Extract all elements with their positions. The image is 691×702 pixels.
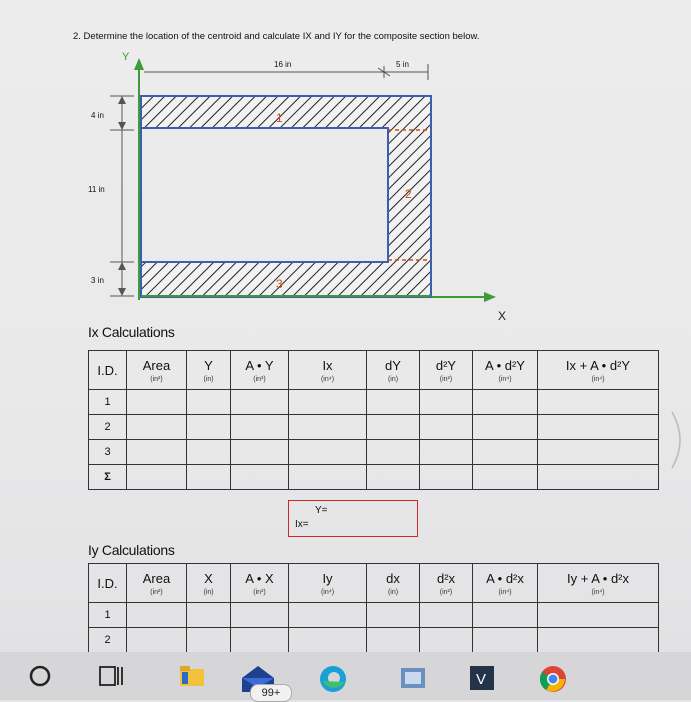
dim-3in-label: 3 in <box>91 276 104 285</box>
ix-header-ad2y: A • d²Y (in⁴) <box>473 351 538 390</box>
ix-header-d2y: d²Y (in²) <box>420 351 473 390</box>
edge-icon[interactable] <box>318 664 348 694</box>
part-2-label: 2 <box>405 187 412 201</box>
iy-header-ax: A • X (in³) <box>231 564 289 603</box>
table-row: 2 <box>89 415 659 440</box>
iy-header-area: Area (in²) <box>127 564 187 603</box>
ix-header-ix: Ix (in⁴) <box>289 351 367 390</box>
ix-header-y: Y (in) <box>187 351 231 390</box>
taskbar <box>0 652 691 700</box>
iy-header-x: X (in) <box>187 564 231 603</box>
ix-header-row <box>89 351 659 390</box>
iy-section-title: Iy Calculations <box>88 542 175 558</box>
dim-16in-label: 16 in <box>274 60 292 69</box>
iy-header-id: I.D. <box>89 564 127 603</box>
app-icon[interactable] <box>398 664 428 692</box>
part-1-label: 1 <box>276 111 283 125</box>
iy-header-total: Iy + A • d²x (in⁴) <box>538 564 659 603</box>
table-row: 1 <box>89 390 659 415</box>
vpn-icon[interactable] <box>468 664 496 692</box>
table-row: 3 <box>89 440 659 465</box>
chrome-icon[interactable] <box>538 664 568 694</box>
y-axis-label: Y <box>122 51 130 63</box>
composite-section-figure <box>0 0 691 330</box>
svg-text:V: V <box>476 671 487 688</box>
question-text: 2. Determine the location of the centroid and calculate IX and IY for the composite section below. <box>73 31 480 42</box>
task-view-icon[interactable] <box>98 664 126 690</box>
iy-table <box>88 563 659 653</box>
ix-header-id: I.D. <box>89 351 127 390</box>
dim-11in-label: 11 in <box>88 185 105 194</box>
dim-5in-label: 5 in <box>396 60 409 69</box>
file-explorer-icon[interactable] <box>178 664 206 690</box>
ix-header-dy: dY (in) <box>367 351 420 390</box>
dim-4in-label: 4 in <box>91 111 104 120</box>
ix-table <box>88 350 659 490</box>
iy-header-dx: dx (in) <box>367 564 420 603</box>
inner-cavity-outline <box>141 128 388 262</box>
iy-header-iy: Iy (in⁴) <box>289 564 367 603</box>
table-row: 2 <box>89 628 659 653</box>
part-1-shape <box>141 96 431 128</box>
iy-header-d2x: d²x (in²) <box>420 564 473 603</box>
notification-badge[interactable]: 99+ <box>250 684 292 702</box>
iy-header-row <box>89 564 659 603</box>
sum-row: Σ <box>89 465 659 490</box>
ix-header-ay: A • Y (in³) <box>231 351 289 390</box>
centroid-y-label: Y= <box>315 505 328 516</box>
ix-section-title: Ix Calculations <box>88 324 175 340</box>
ix-result-box[interactable] <box>288 500 418 537</box>
table-row: 1 <box>89 603 659 628</box>
ix-header-total: Ix + A • d²Y (in⁴) <box>538 351 659 390</box>
part-3-label: 3 <box>276 277 283 291</box>
x-axis-label: X <box>498 309 507 323</box>
part-3-shape <box>141 262 431 297</box>
x-axis-arrow <box>484 292 496 302</box>
ix-header-area: Area (in²) <box>127 351 187 390</box>
ix-total-label: Ix= <box>295 519 309 530</box>
iy-header-ad2x: A • d²x (in⁴) <box>473 564 538 603</box>
page-edge-curve <box>670 410 690 470</box>
y-axis-arrow <box>134 58 144 70</box>
start-circle-icon[interactable] <box>28 664 52 688</box>
